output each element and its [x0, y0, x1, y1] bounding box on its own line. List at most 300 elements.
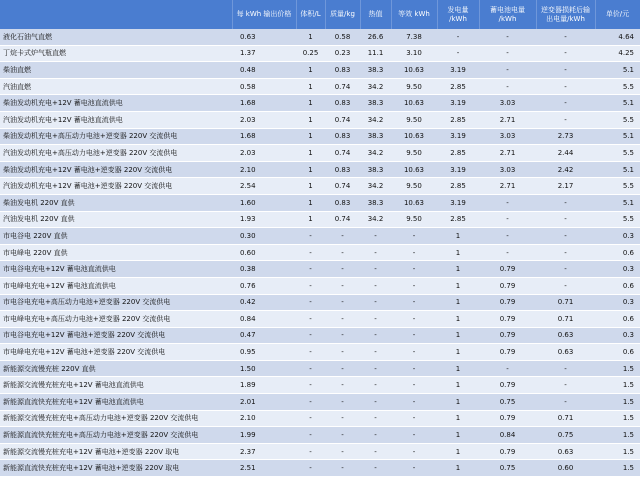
table-cell: - — [536, 45, 595, 62]
table-cell: - — [437, 45, 479, 62]
header-cell: 热值 — [360, 0, 391, 29]
header-cell: 每 kWh 输出价格 — [232, 0, 296, 29]
table-row — [0, 443, 640, 460]
table-header — [0, 0, 640, 29]
table-cell: 1 — [437, 244, 479, 261]
header-cell: 体积/L — [296, 0, 325, 29]
table-cell: - — [360, 327, 391, 344]
table-cell: 2.71 — [479, 111, 536, 128]
cell-price: 2.37 — [232, 443, 296, 460]
table-cell: - — [325, 360, 360, 377]
table-cell: - — [391, 228, 437, 245]
header-cell-item — [0, 0, 232, 29]
table-cell: 0.83 — [325, 62, 360, 79]
table-cell: 0.79 — [479, 377, 536, 394]
table-cell: 0.71 — [536, 410, 595, 427]
table-cell: 0.83 — [325, 161, 360, 178]
row-label: 市电谷电 220V 直供 — [0, 228, 232, 245]
row-label: 汽油直燃 — [0, 78, 232, 95]
table-cell: 0.71 — [536, 294, 595, 311]
table-cell: - — [391, 327, 437, 344]
row-label: 汽油发电机 220V 直供 — [0, 211, 232, 228]
table-cell: - — [325, 277, 360, 294]
cell-price: 0.63 — [232, 29, 296, 45]
cell-price: 0.58 — [232, 78, 296, 95]
cell-unit-price: 1.5 — [595, 427, 640, 444]
table-cell: 1 — [437, 394, 479, 411]
table-cell: 38.3 — [360, 194, 391, 211]
table-cell: 9.50 — [391, 145, 437, 162]
table-cell: 2.71 — [479, 178, 536, 195]
row-label: 新能源直流快充桩充电+高压动力电池+逆变器 220V 交流供电 — [0, 427, 232, 444]
cell-price: 0.84 — [232, 311, 296, 328]
table-cell: - — [296, 244, 325, 261]
table-cell: - — [325, 443, 360, 460]
cell-price: 0.30 — [232, 228, 296, 245]
row-label: 市电峰电充电+高压动力电池+逆变器 220V 交流供电 — [0, 311, 232, 328]
table-cell: - — [360, 460, 391, 477]
table-cell: 3.19 — [437, 95, 479, 112]
table-cell: 0.71 — [536, 311, 595, 328]
cell-price: 2.54 — [232, 178, 296, 195]
table-cell: - — [360, 410, 391, 427]
cell-unit-price: 0.3 — [595, 261, 640, 278]
table-cell: 0.58 — [325, 29, 360, 45]
table-cell: - — [360, 311, 391, 328]
table-cell: 0.83 — [325, 128, 360, 145]
table-cell: 0.74 — [325, 111, 360, 128]
table-cell: 10.63 — [391, 62, 437, 79]
row-label: 汽油发动机充电+12V 蓄电池直流供电 — [0, 111, 232, 128]
cell-price: 0.47 — [232, 327, 296, 344]
table-cell: 0.83 — [325, 194, 360, 211]
table-cell: - — [479, 29, 536, 45]
table-cell: 7.38 — [391, 29, 437, 45]
table-cell: 2.85 — [437, 211, 479, 228]
table-cell: 2.71 — [479, 145, 536, 162]
cell-unit-price: 1.5 — [595, 360, 640, 377]
table-cell: 0.63 — [536, 327, 595, 344]
cell-unit-price: 5.1 — [595, 128, 640, 145]
table-cell: 0.60 — [536, 460, 595, 477]
table-cell: - — [360, 344, 391, 361]
cell-price: 0.48 — [232, 62, 296, 79]
row-label: 柴油发动机充电+12V 蓄电池直流供电 — [0, 95, 232, 112]
table-cell: 0.74 — [325, 78, 360, 95]
cell-price: 0.42 — [232, 294, 296, 311]
table-cell: 1 — [437, 344, 479, 361]
cell-unit-price: 5.1 — [595, 62, 640, 79]
table-row — [0, 344, 640, 361]
cell-price: 2.10 — [232, 161, 296, 178]
table-row — [0, 327, 640, 344]
cell-price: 1.68 — [232, 128, 296, 145]
cell-price: 1.60 — [232, 194, 296, 211]
table-cell: - — [296, 344, 325, 361]
table-body — [0, 29, 640, 477]
header-cell: 蓄电池电量 /kWh — [479, 0, 536, 29]
table-cell: 11.1 — [360, 45, 391, 62]
cell-price: 2.01 — [232, 394, 296, 411]
table-cell: 1 — [296, 178, 325, 195]
table-cell: 0.25 — [296, 45, 325, 62]
table-cell: 3.10 — [391, 45, 437, 62]
table-cell: 0.74 — [325, 145, 360, 162]
table-row — [0, 261, 640, 278]
table-cell: - — [479, 78, 536, 95]
table-cell: 2.85 — [437, 145, 479, 162]
table-cell: 3.19 — [437, 161, 479, 178]
table-cell: 38.3 — [360, 128, 391, 145]
table-row — [0, 244, 640, 261]
row-label: 市电峰电 220V 直供 — [0, 244, 232, 261]
table-cell: - — [479, 194, 536, 211]
table-cell: 10.63 — [391, 128, 437, 145]
cell-unit-price: 0.3 — [595, 294, 640, 311]
table-cell: - — [325, 244, 360, 261]
table-cell: - — [296, 327, 325, 344]
table-cell: 1 — [437, 377, 479, 394]
table-cell: - — [391, 460, 437, 477]
cell-unit-price: 1.5 — [595, 443, 640, 460]
table-cell: - — [391, 443, 437, 460]
table-cell: 34.2 — [360, 178, 391, 195]
table-cell: - — [325, 228, 360, 245]
row-label: 汽油发动机充电+12V 蓄电池+逆变器 220V 交流供电 — [0, 178, 232, 195]
table-cell: - — [479, 228, 536, 245]
cell-unit-price: 4.25 — [595, 45, 640, 62]
row-label: 丁烷卡式炉气瓶直燃 — [0, 45, 232, 62]
table-cell: - — [536, 211, 595, 228]
cell-price: 0.95 — [232, 344, 296, 361]
row-label: 新能源交流慢充桩充电+12V 蓄电池直流供电 — [0, 377, 232, 394]
table-cell: 0.83 — [325, 95, 360, 112]
table-cell: - — [391, 344, 437, 361]
cell-unit-price: 5.5 — [595, 178, 640, 195]
table-cell: 0.23 — [325, 45, 360, 62]
table-cell: 1 — [296, 111, 325, 128]
table-cell: - — [536, 360, 595, 377]
table-cell: 3.19 — [437, 194, 479, 211]
table-cell: 3.03 — [479, 95, 536, 112]
table-cell: - — [360, 294, 391, 311]
table-cell: 2.85 — [437, 178, 479, 195]
table-cell: - — [479, 244, 536, 261]
table-cell: 1 — [296, 29, 325, 45]
table-cell: - — [296, 394, 325, 411]
cell-price: 0.38 — [232, 261, 296, 278]
table-cell: - — [391, 360, 437, 377]
row-label: 柴油发动机充电+12V 蓄电池+逆变器 220V 交流供电 — [0, 161, 232, 178]
table-cell: - — [479, 360, 536, 377]
table-cell: 1 — [296, 194, 325, 211]
table-cell: 2.17 — [536, 178, 595, 195]
table-row — [0, 294, 640, 311]
table-cell: - — [536, 394, 595, 411]
table-cell: - — [296, 460, 325, 477]
table-cell: 0.79 — [479, 261, 536, 278]
table-row — [0, 145, 640, 162]
table-row — [0, 360, 640, 377]
table-cell: - — [391, 427, 437, 444]
table-cell: 0.79 — [479, 327, 536, 344]
cell-unit-price: 5.1 — [595, 95, 640, 112]
table-cell: 1 — [296, 62, 325, 79]
table-cell: 1 — [437, 311, 479, 328]
cell-unit-price: 5.1 — [595, 161, 640, 178]
row-label: 新能源直流快充桩充电+12V 蓄电池+逆变器 220V 取电 — [0, 460, 232, 477]
table-cell: 0.63 — [536, 443, 595, 460]
table-cell: 1 — [296, 145, 325, 162]
table-cell: - — [391, 277, 437, 294]
table-cell: 1 — [296, 78, 325, 95]
cell-price: 1.93 — [232, 211, 296, 228]
table-cell: 1 — [437, 443, 479, 460]
cell-unit-price: 0.6 — [595, 311, 640, 328]
table-row — [0, 377, 640, 394]
header-cell: 质量/kg — [325, 0, 360, 29]
row-label: 市电峰电充电+12V 蓄电池+逆变器 220V 交流供电 — [0, 344, 232, 361]
table-cell: 10.63 — [391, 95, 437, 112]
table-cell: - — [360, 377, 391, 394]
table-cell: - — [437, 29, 479, 45]
table-cell: 1 — [296, 211, 325, 228]
table-cell: - — [325, 294, 360, 311]
row-label: 市电谷电充电+12V 蓄电池+逆变器 220V 交流供电 — [0, 327, 232, 344]
table-cell: - — [296, 360, 325, 377]
row-label: 新能源交流慢充桩充电+高压动力电池+逆变器 220V 交流供电 — [0, 410, 232, 427]
table-cell: - — [296, 228, 325, 245]
table-cell: 0.84 — [479, 427, 536, 444]
table-cell: - — [360, 277, 391, 294]
table-row — [0, 211, 640, 228]
row-label: 市电谷电充电+高压动力电池+逆变器 220V 交流供电 — [0, 294, 232, 311]
table-cell: - — [536, 377, 595, 394]
table-cell: 0.79 — [479, 344, 536, 361]
row-label: 汽油发动机充电+高压动力电池+逆变器 220V 交流供电 — [0, 145, 232, 162]
table-cell: - — [536, 95, 595, 112]
table-cell: - — [536, 277, 595, 294]
table-cell: 34.2 — [360, 211, 391, 228]
row-label: 液化石油气直燃 — [0, 29, 232, 45]
table-row — [0, 161, 640, 178]
table-cell: - — [296, 277, 325, 294]
table-cell: 9.50 — [391, 78, 437, 95]
table-cell: - — [325, 344, 360, 361]
table-cell: - — [360, 443, 391, 460]
cell-price: 1.68 — [232, 95, 296, 112]
table-cell: - — [391, 410, 437, 427]
table-cell: - — [391, 394, 437, 411]
table-cell: 9.50 — [391, 211, 437, 228]
table-cell: - — [325, 377, 360, 394]
table-cell: - — [360, 261, 391, 278]
header-cell: 等效 kWh — [391, 0, 437, 29]
table-cell: 1 — [437, 261, 479, 278]
table-cell: 1 — [296, 95, 325, 112]
table-cell: 3.03 — [479, 128, 536, 145]
row-label: 新能源交流慢充桩 220V 直供 — [0, 360, 232, 377]
table-cell: - — [479, 211, 536, 228]
table-cell: 2.73 — [536, 128, 595, 145]
table-cell: - — [325, 460, 360, 477]
table-cell: - — [296, 261, 325, 278]
cell-unit-price: 0.6 — [595, 344, 640, 361]
header-cell: 发电量 /kWh — [437, 0, 479, 29]
row-label: 柴油直燃 — [0, 62, 232, 79]
cell-unit-price: 1.5 — [595, 394, 640, 411]
table-cell: 1 — [437, 294, 479, 311]
cell-price: 2.03 — [232, 111, 296, 128]
header-row — [0, 0, 640, 29]
header-cell: 单价/元 — [595, 0, 640, 29]
table-cell: 26.6 — [360, 29, 391, 45]
table-cell: - — [360, 360, 391, 377]
cell-price: 1.37 — [232, 45, 296, 62]
table-cell: 0.79 — [479, 443, 536, 460]
table-cell: - — [325, 327, 360, 344]
row-label: 市电谷电充电+12V 蓄电池直流供电 — [0, 261, 232, 278]
table-cell: - — [325, 261, 360, 278]
table-row — [0, 194, 640, 211]
table-cell: - — [296, 311, 325, 328]
table-cell: - — [325, 311, 360, 328]
cell-price: 2.51 — [232, 460, 296, 477]
table-cell: 2.44 — [536, 145, 595, 162]
table-cell: 0.63 — [536, 344, 595, 361]
table-cell: 1 — [296, 161, 325, 178]
table-row — [0, 29, 640, 45]
table-cell: - — [536, 78, 595, 95]
cell-price: 0.76 — [232, 277, 296, 294]
table-cell: - — [360, 394, 391, 411]
cell-unit-price: 5.5 — [595, 78, 640, 95]
table-cell: 1 — [437, 277, 479, 294]
table-row — [0, 460, 640, 477]
table-cell: 0.75 — [479, 460, 536, 477]
cell-price: 2.03 — [232, 145, 296, 162]
table-cell: 1 — [437, 427, 479, 444]
table-cell: - — [536, 111, 595, 128]
cell-unit-price: 5.5 — [595, 211, 640, 228]
table-cell: - — [536, 261, 595, 278]
table-cell: 1 — [296, 128, 325, 145]
cell-unit-price: 0.3 — [595, 228, 640, 245]
cell-price: 1.50 — [232, 360, 296, 377]
table-row — [0, 394, 640, 411]
table-cell: 1 — [437, 410, 479, 427]
table-cell: 0.74 — [325, 178, 360, 195]
cell-price: 1.99 — [232, 427, 296, 444]
table-cell: 2.85 — [437, 78, 479, 95]
table-cell: 2.42 — [536, 161, 595, 178]
table-cell: 1 — [437, 460, 479, 477]
table-cell: - — [360, 244, 391, 261]
cell-unit-price: 5.5 — [595, 145, 640, 162]
table-row — [0, 427, 640, 444]
table-cell: - — [296, 377, 325, 394]
table-cell: 34.2 — [360, 78, 391, 95]
table-cell: - — [296, 294, 325, 311]
cell-unit-price: 0.6 — [595, 244, 640, 261]
cell-unit-price: 4.64 — [595, 29, 640, 45]
table-cell: - — [391, 261, 437, 278]
table-cell: - — [536, 244, 595, 261]
table-cell: 34.2 — [360, 145, 391, 162]
table-cell: 0.75 — [479, 394, 536, 411]
cell-unit-price: 0.6 — [595, 277, 640, 294]
table-cell: 1 — [437, 360, 479, 377]
table-cell: - — [391, 311, 437, 328]
table-row — [0, 45, 640, 62]
row-label: 新能源直流快充桩充电+12V 蓄电池直流供电 — [0, 394, 232, 411]
table-cell: 38.3 — [360, 161, 391, 178]
table-cell: 0.74 — [325, 211, 360, 228]
table-cell: - — [536, 228, 595, 245]
table-cell: - — [325, 410, 360, 427]
table-cell: - — [536, 62, 595, 79]
table-cell: 38.3 — [360, 95, 391, 112]
row-label: 柴油发电机 220V 直供 — [0, 194, 232, 211]
table-row — [0, 228, 640, 245]
table-cell: 0.79 — [479, 410, 536, 427]
row-label: 柴油发动机充电+高压动力电池+逆变器 220V 交流供电 — [0, 128, 232, 145]
table-cell: 0.79 — [479, 294, 536, 311]
table-cell: - — [479, 62, 536, 79]
table-row — [0, 62, 640, 79]
table-cell: 2.85 — [437, 111, 479, 128]
table-cell: 9.50 — [391, 178, 437, 195]
cell-price: 1.89 — [232, 377, 296, 394]
table-row — [0, 128, 640, 145]
table-cell: - — [479, 45, 536, 62]
table-cell: 38.3 — [360, 62, 391, 79]
table-cell: 0.75 — [536, 427, 595, 444]
cell-price: 2.10 — [232, 410, 296, 427]
table-cell: - — [391, 294, 437, 311]
table-cell: 9.50 — [391, 111, 437, 128]
table-row — [0, 178, 640, 195]
table-cell: 3.19 — [437, 62, 479, 79]
cell-unit-price: 0.3 — [595, 327, 640, 344]
table-cell: - — [391, 377, 437, 394]
table-row — [0, 311, 640, 328]
cell-unit-price: 5.5 — [595, 111, 640, 128]
table-cell: 0.79 — [479, 277, 536, 294]
table-cell: - — [536, 29, 595, 45]
header-cell: 逆变器损耗后输 出电量/kWh — [536, 0, 595, 29]
table-row — [0, 277, 640, 294]
table-cell: - — [536, 194, 595, 211]
table-cell: 1 — [437, 327, 479, 344]
row-label: 市电峰电充电+12V 蓄电池直流供电 — [0, 277, 232, 294]
table-cell: 10.63 — [391, 194, 437, 211]
table-cell: 10.63 — [391, 161, 437, 178]
table-cell: - — [391, 244, 437, 261]
table-row — [0, 111, 640, 128]
table-cell: - — [325, 394, 360, 411]
table-cell: 3.03 — [479, 161, 536, 178]
cell-unit-price: 1.5 — [595, 460, 640, 477]
table-cell: - — [296, 443, 325, 460]
cell-unit-price: 5.1 — [595, 194, 640, 211]
table-cell: 3.19 — [437, 128, 479, 145]
table-cell: - — [296, 427, 325, 444]
table-cell: - — [360, 427, 391, 444]
table-cell: 1 — [437, 228, 479, 245]
cell-price: 0.60 — [232, 244, 296, 261]
table-cell: - — [360, 228, 391, 245]
